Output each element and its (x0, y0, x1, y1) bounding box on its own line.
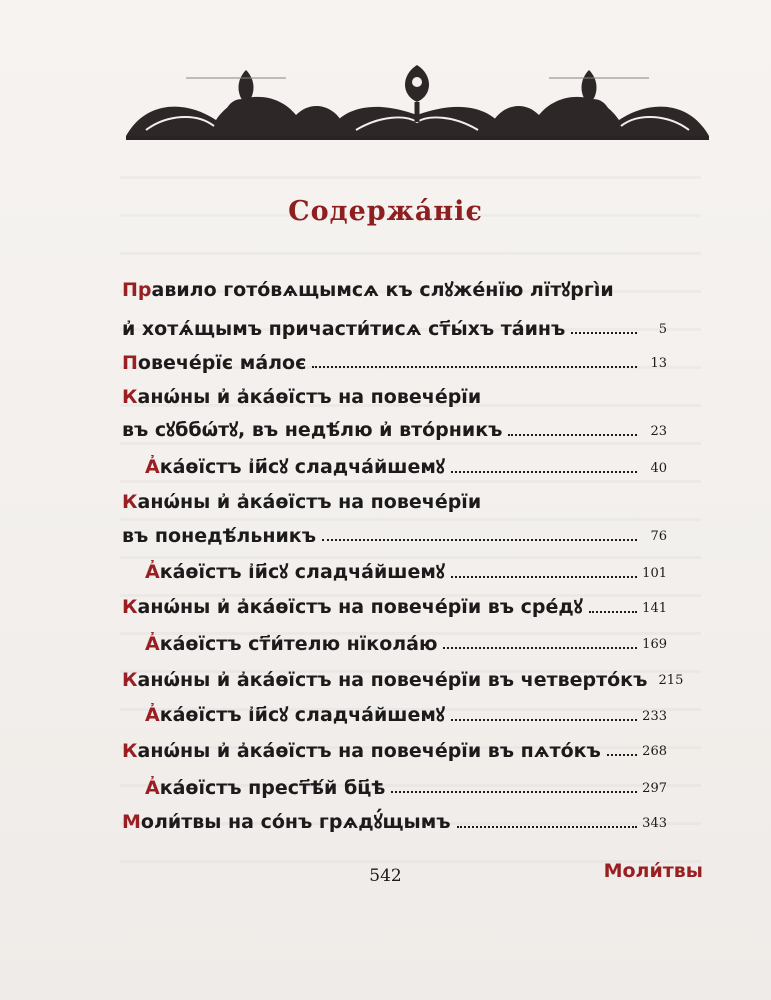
red-initial: Пр (122, 279, 152, 301)
entry-text: ка́ѳїстъ прест҃ѣ́й бц҃ѣ (159, 777, 386, 799)
dot-leader (589, 611, 637, 613)
red-initial: К (122, 740, 138, 762)
page-number (641, 510, 667, 513)
contents-title: Содержа́ніє (288, 196, 483, 227)
page-number: 40 (650, 461, 667, 476)
entry-text: оли́твы на со́нъ грѧдꙋ́щымъ (140, 811, 451, 833)
red-initial: А҆ (145, 704, 160, 726)
entry-text: ка́ѳїстъ і҆и҃сꙋ сладча́йшемꙋ (159, 561, 445, 583)
page-number (641, 299, 667, 302)
toc-line[interactable] (122, 378, 667, 408)
red-initial: П (122, 352, 138, 374)
red-initial: А҆ (145, 633, 160, 655)
entry-text: анѡ́ны и҆ а҆ка́ѳїстъ на повече́рїи въ пѧто́къ (137, 740, 601, 762)
entry-text: и҆ хотѧ́щымъ причасти́тисѧ ст҃ы́хъ та́инъ (122, 318, 566, 340)
toc-line[interactable] (145, 697, 667, 727)
red-initial: К (122, 596, 138, 618)
dot-leader (457, 826, 637, 828)
toc-line[interactable] (122, 732, 667, 762)
page-number: 233 (642, 709, 667, 724)
dot-leader (451, 576, 637, 578)
page-number: 23 (650, 424, 667, 439)
red-initial: А҆ (145, 777, 160, 799)
toc-line[interactable] (122, 412, 667, 442)
toc-line[interactable] (122, 589, 667, 619)
entry-text: въ понедѣ́льникъ (122, 525, 316, 547)
page-number: 76 (650, 529, 667, 544)
entry-text: ка́ѳїстъ ст҃и́телю нїкола́ю (159, 633, 438, 655)
entry-text: анѡ́ны и҆ а҆ка́ѳїстъ на повече́рїи въ четверто́къ (137, 669, 648, 691)
toc-line[interactable] (122, 661, 684, 691)
page-number: 101 (642, 566, 667, 581)
dot-leader (607, 754, 637, 756)
red-initial: М (122, 811, 141, 833)
toc-line[interactable] (122, 272, 667, 302)
red-initial: К (122, 491, 138, 513)
red-initial: А҆ (145, 456, 160, 478)
toc-line[interactable] (145, 769, 667, 799)
page-number: 268 (642, 744, 667, 759)
dot-leader (451, 719, 637, 721)
page-number: 297 (642, 781, 667, 796)
dot-leader (443, 647, 637, 649)
red-initial: А҆ (145, 561, 160, 583)
toc-line[interactable] (122, 517, 667, 547)
entry-text: анѡ́ны и҆ а҆ка́ѳїстъ на повече́рїи (137, 386, 482, 408)
toc-line[interactable] (122, 483, 667, 513)
page-number: 141 (642, 601, 667, 616)
dot-leader (391, 791, 637, 793)
page-number: 343 (642, 816, 667, 831)
entry-text: ка́ѳїстъ і҆и҃сꙋ сладча́йшемꙋ (159, 456, 445, 478)
entry-text: овече́рїє ма́лоє (137, 352, 307, 374)
red-initial: К (122, 669, 138, 691)
toc-line[interactable] (145, 554, 667, 584)
entry-text: анѡ́ны и҆ а҆ка́ѳїстъ на повече́рїи (137, 491, 482, 513)
folio-page-number: 542 (369, 866, 402, 886)
dot-leader (508, 434, 637, 436)
entry-text: въ сꙋббѡ́тꙋ, въ недѣ́лю и҆ вто́рникъ (122, 419, 503, 441)
toc-line[interactable] (122, 344, 667, 374)
entry-text: ка́ѳїстъ і҆и҃сꙋ сладча́йшемꙋ (159, 704, 445, 726)
dot-leader (322, 539, 637, 541)
toc-line[interactable] (145, 449, 667, 479)
dot-leader (571, 332, 637, 334)
page-number: 5 (658, 322, 667, 337)
dot-leader (312, 366, 637, 368)
toc-line[interactable] (145, 625, 667, 655)
toc-line[interactable] (122, 310, 667, 340)
toc-line[interactable] (122, 804, 667, 834)
entry-text: авило гото́вѧщымсѧ къ слꙋже́нїю лїтꙋргі̀и (151, 279, 614, 301)
page-number (641, 405, 667, 408)
page-number: 215 (658, 673, 684, 688)
entry-text: анѡ́ны и҆ а҆ка́ѳїстъ на повече́рїи въ сре́дꙋ (137, 596, 583, 618)
running-footer-section: Моли́твы (603, 860, 703, 882)
page-number: 169 (642, 637, 667, 652)
page-number: 13 (650, 356, 667, 371)
dot-leader (451, 471, 637, 473)
red-initial: К (122, 386, 138, 408)
